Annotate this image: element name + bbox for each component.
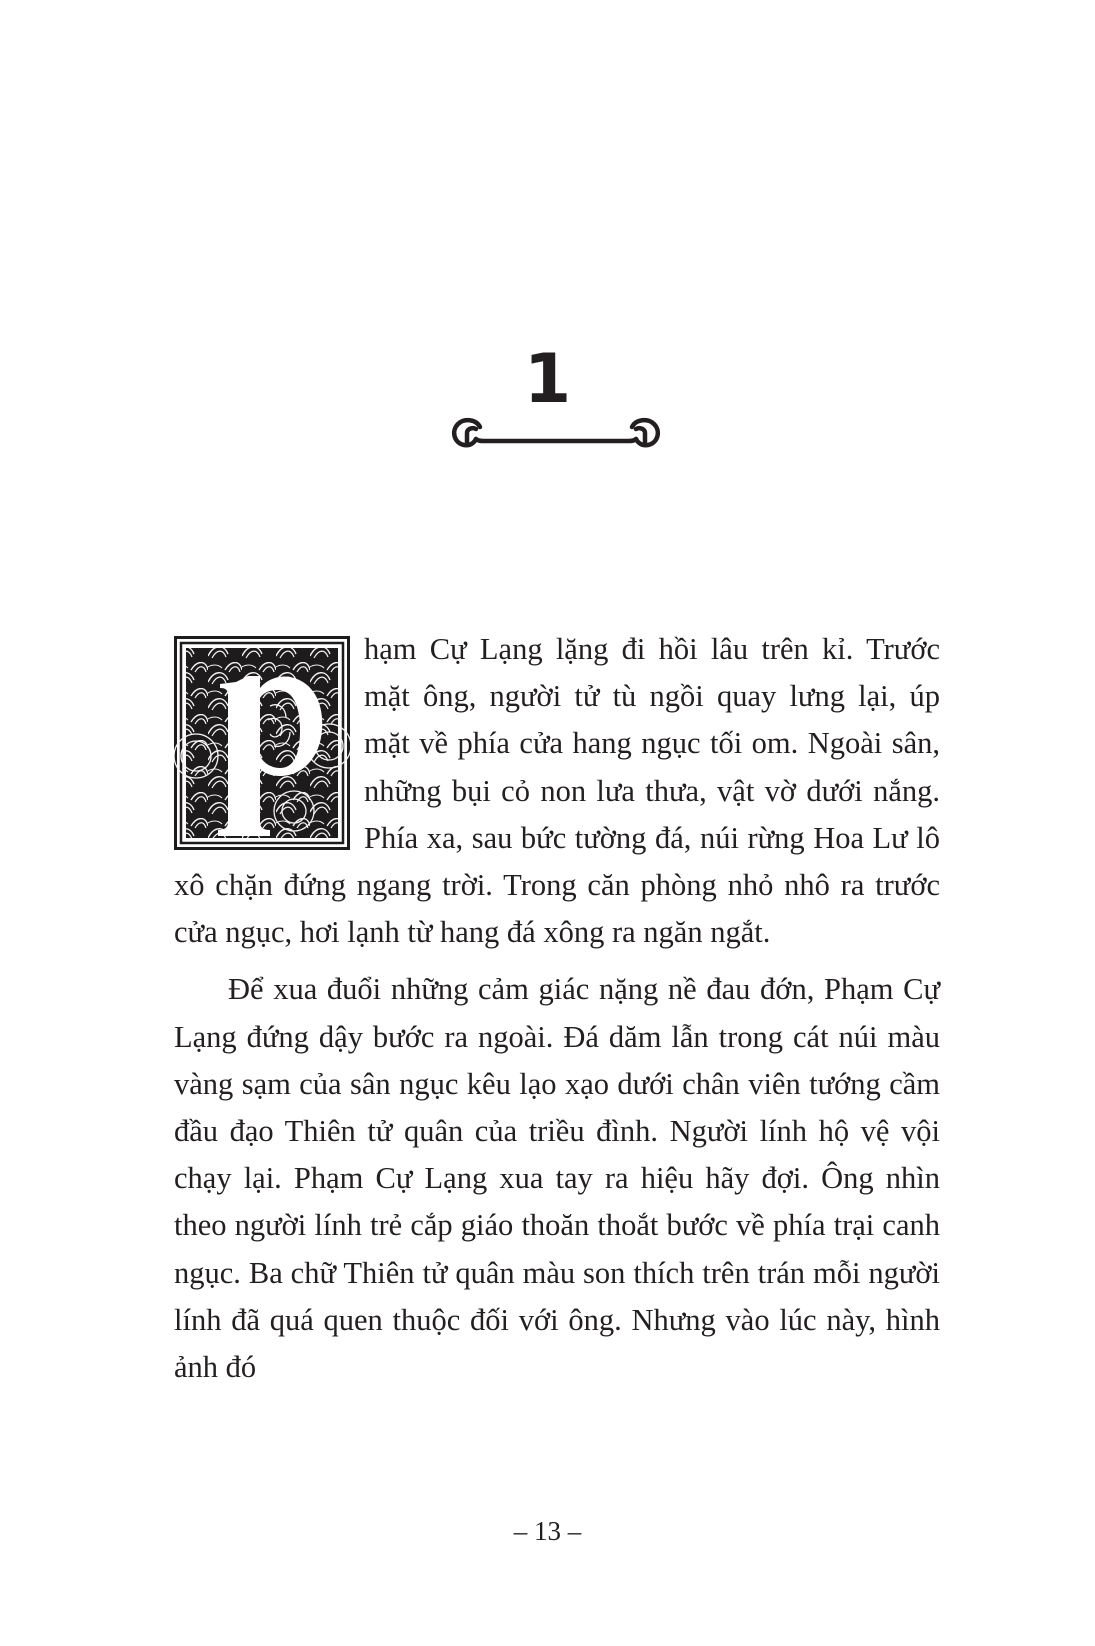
chapter-number: 1 (523, 340, 572, 419)
scroll-rule-ornament-icon (450, 415, 662, 451)
paragraph-1 (174, 626, 940, 956)
paragraph-2: Để xua đuổi những cảm giác nặng nề đau đớn, Phạm Cự Lạng đứng dậy bước ra ngoài. Đá dăm lẫn trong cát núi màu vàng sạm của sân ngục kêu lạo xạo dưới chân viên tướng cầm đầu đạo Thiên tử quân của triều đình. Người lính hộ vệ vội chạy lại. Phạm Cự Lạng xua tay ra hiệu hãy đợi. Ông nhìn theo người lính trẻ cắp giáo thoăn thoắt bước về phía trại canh ngục. Ba chữ Thiên tử quân màu son thích trên trán mỗi người lính đã quá quen thuộc đối với ông. Nhưng vào lúc này, hình ảnh đó (174, 972, 940, 1385)
paragraph-1-text: hạm Cự Lạng lặng đi hồi lâu trên kỉ. Trước mặt ông, người tử tù ngồi quay lưng lại, úp mặt về phía cửa hang ngục tối om. Ngoài sân, những bụi cỏ non lưa thưa, vật vờ dưới nắng. Phía xa, sau bức tường đá, núi rừng Hoa Lư lô xô chặn đứng ngang trời. Trong căn phòng nhỏ nhô ra trước cửa ngục, hơi lạnh từ hang đá xông ra ngăn ngắt. (174, 632, 940, 950)
chapter-body (174, 626, 940, 1391)
decorated-initial-p-icon (174, 636, 350, 850)
page-number: – 13 – (513, 1516, 582, 1546)
